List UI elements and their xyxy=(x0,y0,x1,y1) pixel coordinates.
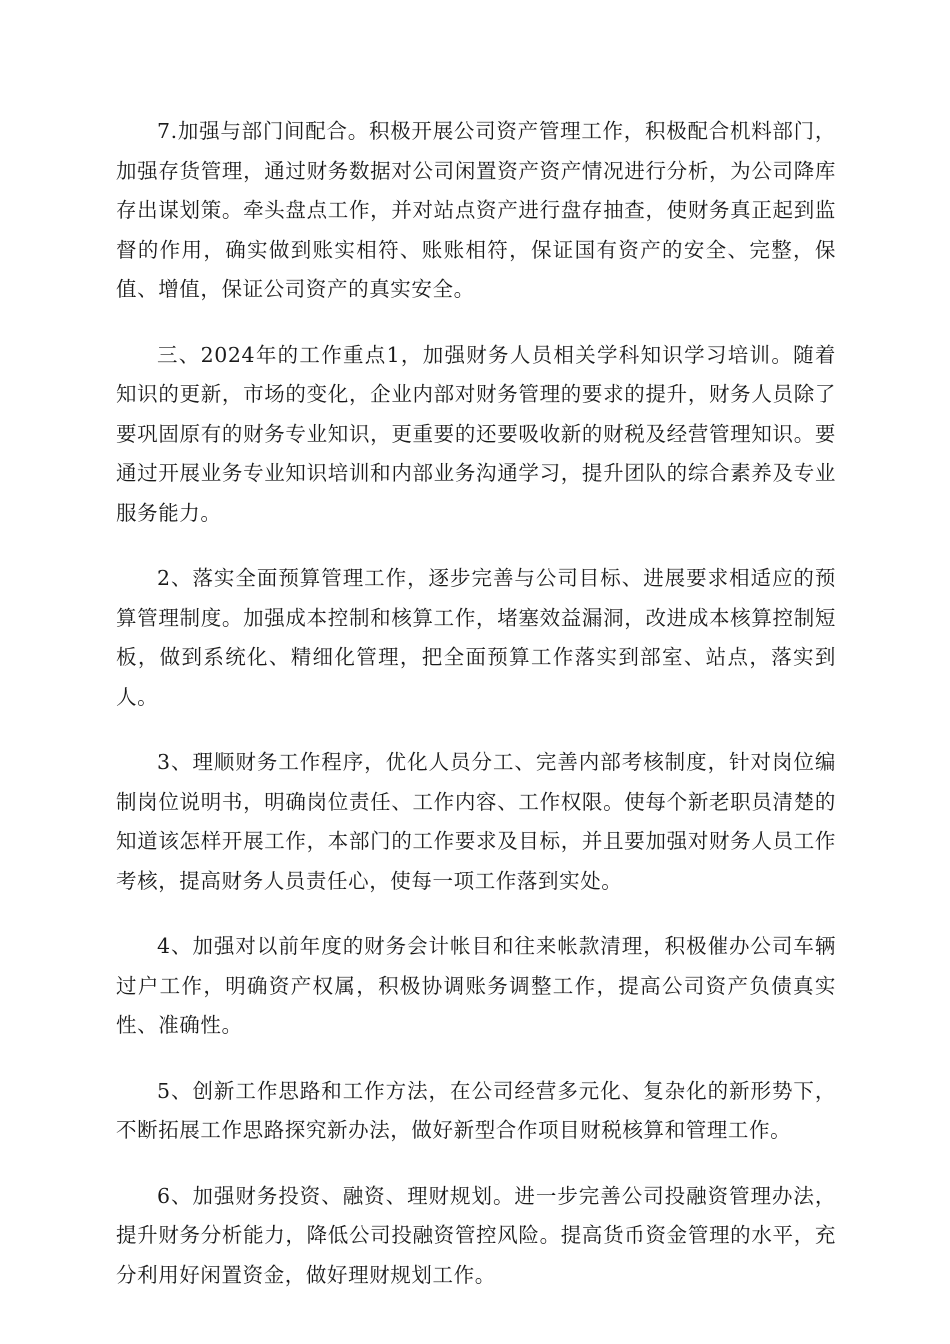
paragraph-investment-financing: 6、加强财务投资、融资、理财规划。进一步完善公司投融资管理办法，提升财务分析能力，降低公司投融资管控风险。提高货币资金管理的水平，充分利用好闲置资金，做好理财规划工作。 xyxy=(116,1183,836,1287)
paragraph-asset-management: 7.加强与部门间配合。积极开展公司资产管理工作，积极配合机料部门，加强存货管理，通过财务数据对公司闲置资产资产情况进行分析，为公司降库存出谋划策。牵头盘点工作，并对站点资产进行盘存抽查，使财务真正起到监督的作用，确实做到账实相符、账账相符，保证国有资产的安全、完整，保值、增值，保证公司资产的真实安全。 xyxy=(116,119,836,301)
paragraph-work-focus-training: 三、2024年的工作重点1，加强财务人员相关学科知识学习培训。随着知识的更新，市场的变化，企业内部对财务管理的要求的提升，财务人员除了要巩固原有的财务专业知识，更重要的还要吸收新的财税及经营管理知识。要通过开展业务专业知识培训和内部业务沟通学习，提升团队的综合素养及专业服务能力。 xyxy=(116,342,836,525)
paragraph-account-cleanup: 4、加强对以前年度的财务会计帐目和往来帐款清理，积极催办公司车辆过户工作，明确资产权属，积极协调账务调整工作，提高公司资产负债真实性、准确性。 xyxy=(116,934,836,1037)
paragraph-work-procedures: 3、理顺财务工作程序，优化人员分工、完善内部考核制度，针对岗位编制岗位说明书，明确岗位责任、工作内容、工作权限。使每个新老职员清楚的知道该怎样开展工作，本部门的工作要求及目标，并且要加强对财务人员工作考核，提高财务人员责任心，使每一项工作落到实处。 xyxy=(116,750,836,893)
paragraph-innovation: 5、创新工作思路和工作方法，在公司经营多元化、复杂化的新形势下，不断拓展工作思路探究新办法，做好新型合作项目财税核算和管理工作。 xyxy=(116,1078,836,1142)
document-body xyxy=(116,112,836,1321)
paragraph-budget-management: 2、落实全面预算管理工作，逐步完善与公司目标、进展要求相适应的预算管理制度。加强成本控制和核算工作，堵塞效益漏洞，改进成本核算控制短板，做到系统化、精细化管理，把全面预算工作落实到部室、站点，落实到人。 xyxy=(116,566,836,709)
